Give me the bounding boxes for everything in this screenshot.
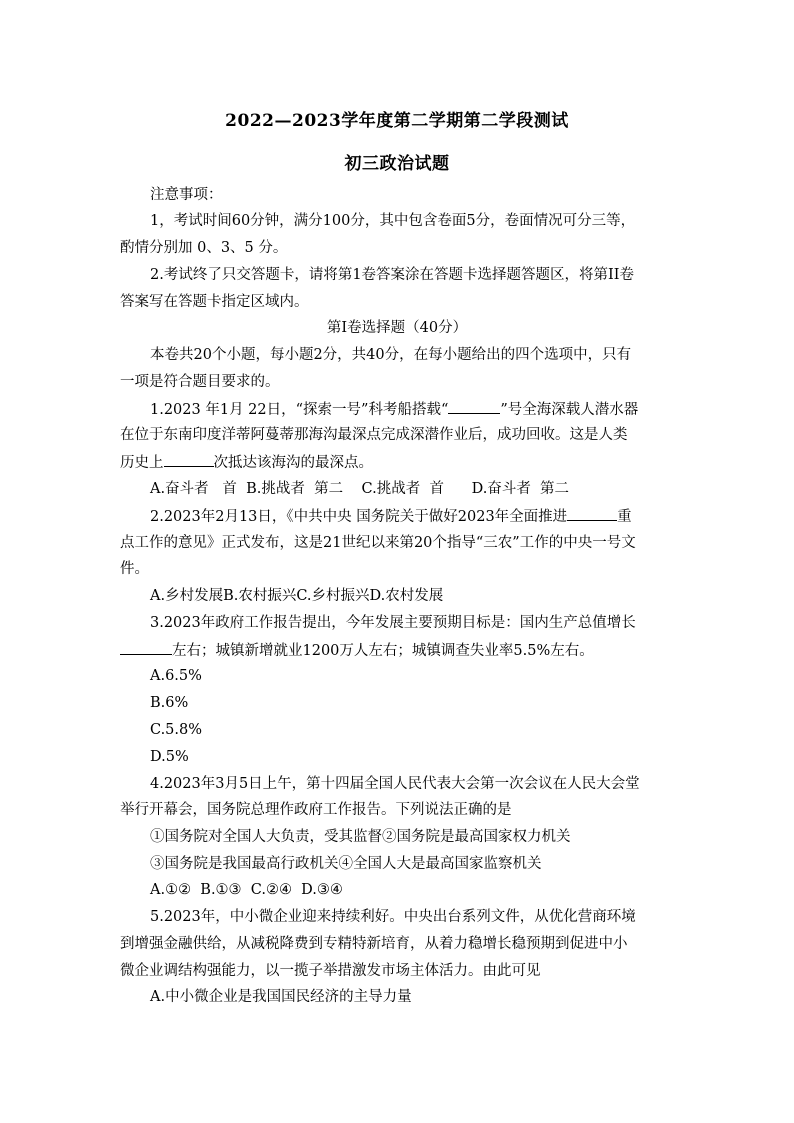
section-heading: 第I卷选择题（40分）	[326, 320, 468, 336]
q3-blank	[120, 640, 172, 655]
q1-options: A.奋斗者 首 B.挑战者 第二 C.挑战者 首 D.奋斗者 第二	[150, 481, 570, 497]
q1-line-1-b: ”号全海深载人潜水器	[500, 402, 639, 418]
section-intro-line-2: 一项是符合题目要求的。	[120, 374, 280, 390]
q4-statement-2: ③国务院是我国最高行政机关④全国人大是最高国家监察机关	[150, 856, 542, 872]
q3-option-d: D.5%	[150, 749, 189, 765]
q3-option-b: B.6%	[150, 695, 189, 711]
q1-line-3-a: 历史上	[120, 455, 164, 471]
q4-statement-1: ①国务院对全国人大负责，受其监督②国务院是最高国家权力机关	[150, 829, 571, 845]
q3-line-2	[120, 640, 594, 661]
q5-option-a: A.中小微企业是我国国民经济的主导力量	[150, 989, 412, 1005]
q5-line-2: 到增强金融供给，从减税降费到专精特新培育，从着力稳增长稳预期到促进中小	[120, 936, 628, 952]
note-2-line-1: 2.考试终了只交答题卡，请将第1卷答案涂在答题卡选择题答题区，将第II卷	[150, 267, 635, 283]
q4-line-2: 举行开幕会，国务院总理作政府工作报告。下列说法正确的是	[120, 802, 512, 818]
q3-option-c: C.5.8%	[150, 722, 203, 738]
q3-line-2-b: 左右；城镇新增就业1200万人左右；城镇调查失业率5.5%左右。	[172, 643, 594, 659]
q1-line-2: 在位于东南印度洋蒂阿蔓蒂那海沟最深点完成深潜作业后，成功回收。这是人类	[120, 427, 628, 443]
q5-line-3: 微企业调结构强能力，以一揽子举措激发市场主体活力。由此可见	[120, 963, 541, 979]
q2-line-1-a: 2.2023年2月13日，《中共中央 国务院关于做好2023年全面推进	[150, 509, 568, 525]
q2-line-2: 点工作的意见》正式发布，这是21世纪以来第20个指导“三农”工作的中央一号文	[120, 535, 636, 551]
exam-title: 2022—2023学年度第二学期第二学段测试	[225, 111, 569, 131]
q2-line-1	[150, 506, 632, 527]
q3-option-a: A.6.5%	[150, 668, 202, 684]
notes-heading: 注意事项：	[150, 187, 223, 203]
q1-line-1-a: 1.2023 年1月 22日，“探索一号”科考船搭载“	[150, 402, 449, 418]
note-2-line-2: 答案写在答题卡指定区域内。	[120, 294, 309, 310]
note-1-line-1: 1，考试时间60分钟，满分100分，其中包含卷面5分，卷面情况可分三等，	[150, 213, 636, 229]
q1-line-3-b: 次抵达该海沟的最深点。	[213, 455, 373, 471]
q3-line-1: 3.2023年政府工作报告提出，今年发展主要预期目标是：国内生产总值增长	[150, 615, 636, 631]
q4-line-1: 4.2023年3月5日上午，第十四届全国人民代表大会第一次会议在人民大会堂	[150, 776, 640, 792]
q1-blank-2	[164, 452, 214, 467]
note-1-line-2: 酌情分别加 0、3、5 分。	[120, 240, 288, 256]
q4-options: A.①② B.①③ C.②④ D.③④	[150, 882, 343, 898]
q2-blank	[567, 506, 617, 521]
section-intro-line-1: 本卷共20个小题，每小题2分，共40分，在每小题给出的四个选项中，只有	[150, 347, 632, 363]
q2-line-1-b: 重	[617, 509, 632, 525]
q2-line-3: 件。	[120, 561, 149, 577]
q1-blank-1	[448, 399, 500, 414]
q1-line-3	[120, 452, 373, 473]
exam-subtitle: 初三政治试题	[344, 154, 450, 174]
q1-line-1	[150, 399, 638, 420]
q2-options: A.乡村发展B.农村振兴C.乡村振兴D.农村发展	[150, 588, 444, 604]
q5-line-1: 5.2023年，中小微企业迎来持续利好。中央出台系列文件，从优化营商环境	[150, 909, 636, 925]
